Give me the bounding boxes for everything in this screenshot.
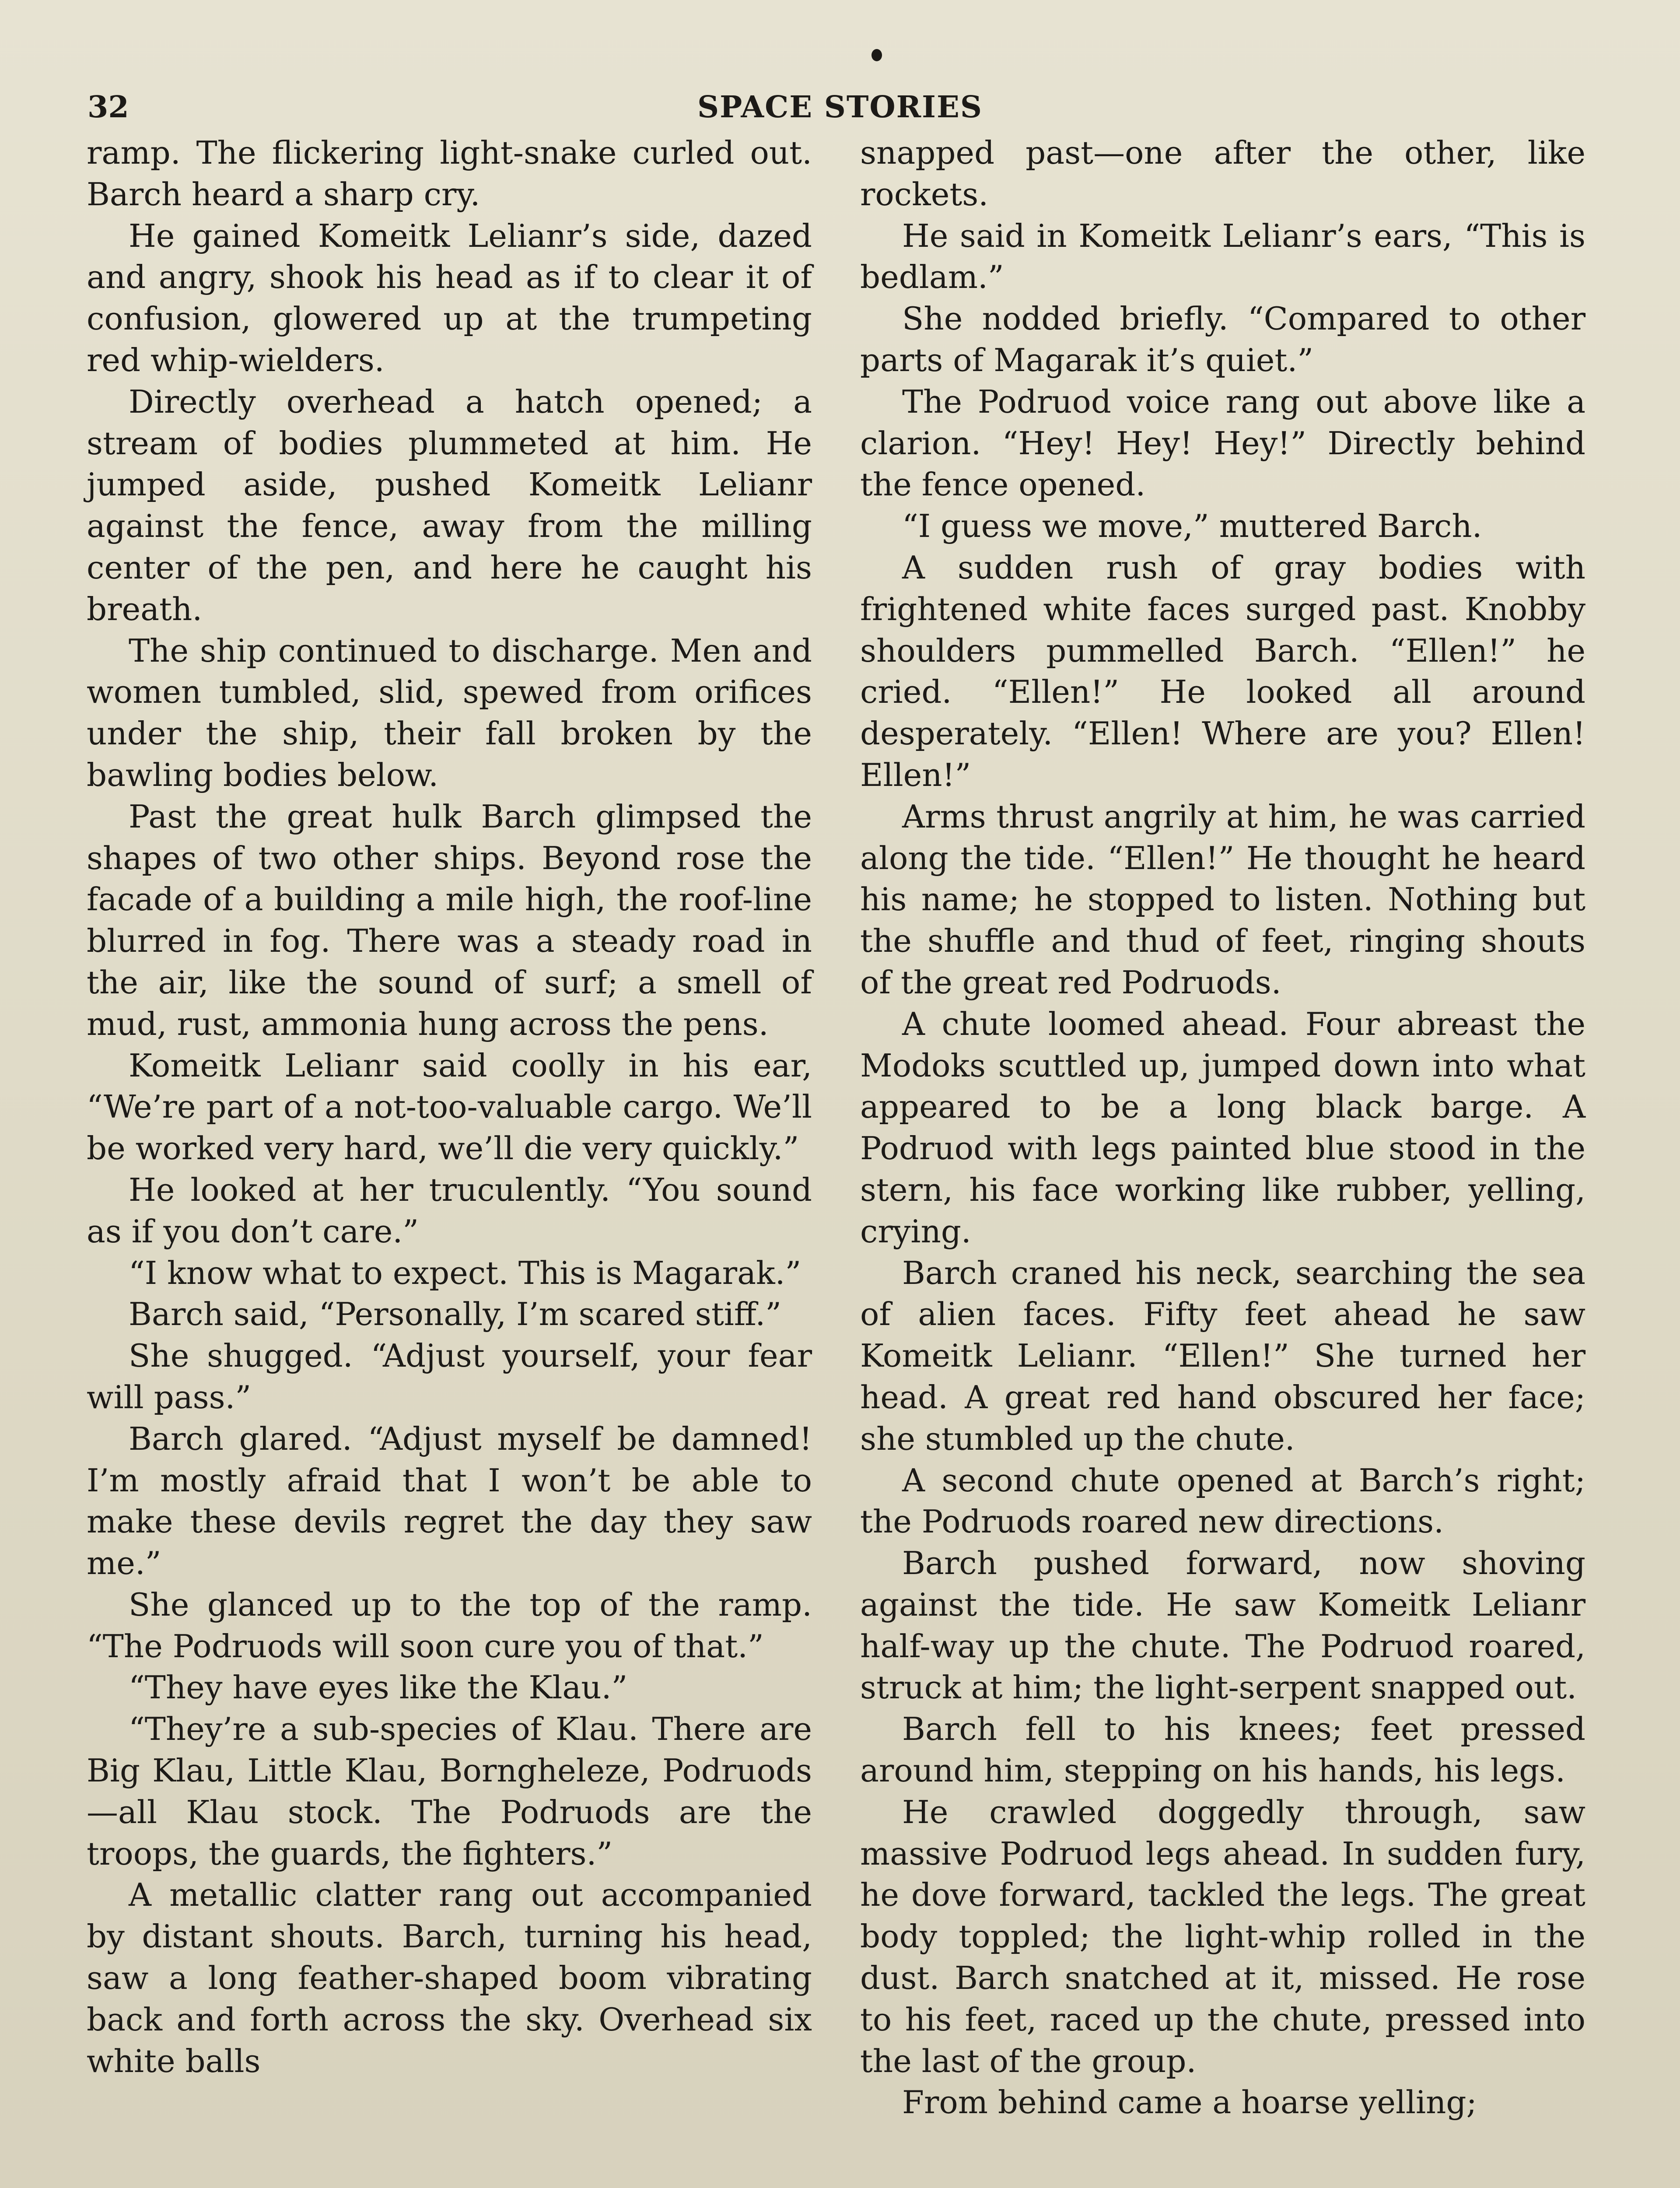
paragraph: From behind came a hoarse yelling; (902, 2084, 1477, 2121)
paragraph: She glanced up to the top of the ramp. “The Podruods will soon cure you of that.” (87, 1586, 812, 1665)
left-column (87, 132, 812, 2082)
ink-dot (872, 49, 882, 61)
paragraph: A chute loomed ahead. Four abreast the Modoks scuttled up, jumped down into what appeared to be a long black barge. A Podruod with legs painted blue stood in the stern, his face working like rubber, yelling, crying. (860, 1005, 1586, 1250)
running-title: SPACE STORIES (697, 90, 983, 125)
paragraph: Barch pushed forward, now shoving against the tide. He saw Komeitk Lelianr half-way up the chute. The Podruod roared, struck at him; the light-serpent snapped out. (860, 1545, 1586, 1706)
paragraph: Past the great hulk Barch glimpsed the shapes of two other ships. Beyond rose the facade of a building a mile high, the roof-line blurred in fog. There was a steady road in the air, like the sound of surf; a smell of mud, rust, ammonia hung across the pens. (87, 798, 812, 1042)
paragraph: A metallic clatter rang out accompanied by distant shouts. Barch, turning his head, saw a long feather-shaped boom vibrating back and forth across the sky. Overhead six white balls (87, 1876, 812, 2079)
paragraph: Directly overhead a hatch opened; a stream of bodies plummeted at him. He jumped aside, pushed Komeitk Lelianr against the fence, away from the milling center of the pen, and here he caught his breath. (87, 383, 812, 628)
page-header (88, 88, 1592, 127)
paragraph: The ship continued to discharge. Men and women tumbled, slid, spewed from orifices under the ship, their fall broken by the bawling bodies below. (87, 632, 812, 793)
paragraph: He said in Komeitk Lelianr’s ears, “This is bedlam.” (860, 217, 1586, 296)
paragraph: “I know what to expect. This is Magarak.” (129, 1254, 802, 1291)
paragraph: snapped past—one after the other, like rockets. (860, 134, 1586, 213)
paragraph: She shugged. “Adjust yourself, your fear will pass.” (87, 1337, 812, 1416)
paragraph: He gained Komeitk Lelianr’s side, dazed and angry, shook his head as if to clear it of confusion, glowered up at the trumpeting red whip-wielders. (87, 217, 812, 379)
paragraph: Barch craned his neck, searching the sea of alien faces. Fifty feet ahead he saw Komeitk Lelianr. “Ellen!” She turned her head. A great red hand obscured her face; she stumbled up the chute. (860, 1254, 1586, 1457)
paragraph: Barch fell to his knees; feet pressed around him, stepping on his hands, his legs. (860, 1711, 1586, 1789)
right-column (860, 132, 1586, 2123)
paragraph: “I guess we move,” muttered Barch. (902, 508, 1482, 545)
paragraph: Komeitk Lelianr said coolly in his ear, “We’re part of a not-too-valuable cargo. We’ll be worked very hard, we’ll die very quickly.” (87, 1047, 812, 1167)
paragraph: He crawled doggedly through, saw massive Podruod legs ahead. In sudden fury, he dove forward, tackled the legs. The great body toppled; the light-whip rolled in the dust. Barch snatched at it, missed. He rose to his feet, raced up the chute, pressed into the last of the group. (860, 1793, 1586, 2079)
paragraph: The Podruod voice rang out above like a clarion. “Hey! Hey! Hey!” Directly behind the fence opened. (860, 383, 1586, 503)
paragraph: Arms thrust angrily at him, he was carried along the tide. “Ellen!” He thought he heard his name; he stopped to listen. Nothing but the shuffle and thud of feet, ringing shouts of the great red Podruods. (860, 798, 1586, 1001)
paragraph: “They’re a sub-species of Klau. There are Big Klau, Little Klau, Borngheleze, Podruods—all Klau stock. The Podruods are the troops, the guards, the fighters.” (87, 1711, 812, 1872)
paragraph: ramp. The flickering light-snake curled out. Barch heard a sharp cry. (87, 134, 812, 213)
paragraph: He looked at her truculently. “You sound as if you don’t care.” (87, 1171, 812, 1250)
paragraph: She nodded briefly. “Compared to other parts of Magarak it’s quiet.” (860, 300, 1586, 379)
paragraph: A second chute opened at Barch’s right; the Podruods roared new directions. (860, 1462, 1586, 1540)
paragraph: “They have eyes like the Klau.” (129, 1669, 628, 1706)
paragraph: A sudden rush of gray bodies with frightened white faces surged past. Knobby shoulders pummelled Barch. “Ellen!” he cried. “Ellen!” He looked all around desperately. “Ellen! Where are you? Ellen! Ellen!” (860, 549, 1586, 793)
page-number: 32 (88, 90, 129, 125)
paragraph: Barch glared. “Adjust myself be damned! I’m mostly afraid that I won’t be able to make these devils regret the day they saw me.” (87, 1420, 812, 1582)
paragraph: Barch said, “Personally, I’m scared stiff.” (129, 1296, 782, 1333)
